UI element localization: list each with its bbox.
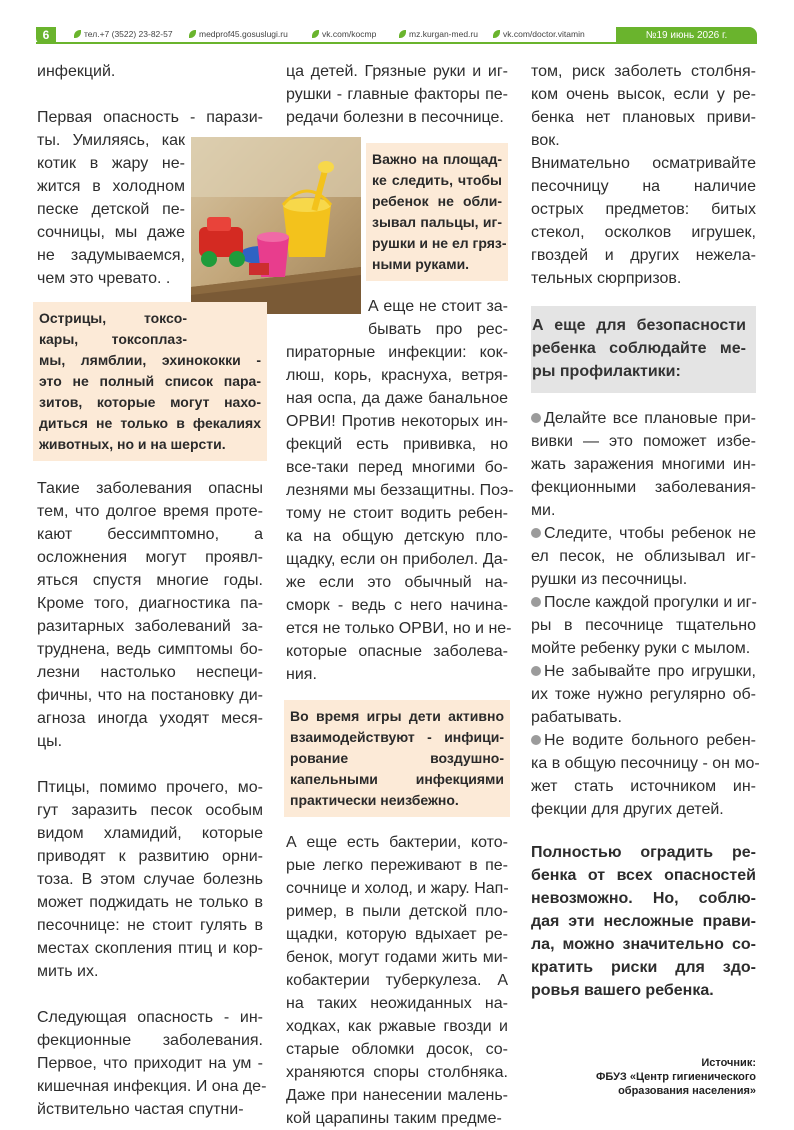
bullet-toys: Не забывайте про игрушки, их тоже нужно регулярно об- рабатывать. xyxy=(531,663,756,726)
header-link-vk-doctor[interactable]: vk.com/doctor.vitamin xyxy=(493,29,585,39)
bullet-wash-hands: После каждой прогулки и иг- ры в песочнице тщательно мойте ребенку руки с мылом. xyxy=(531,594,757,657)
leaf-icon xyxy=(493,30,500,38)
paragraph-dirty-hands: ца детей. Грязные руки и иг- рушки - главные факторы пе- редачи болезни в песочнице. xyxy=(286,63,508,126)
issue-badge: №19 июнь 2026 г. xyxy=(616,27,757,44)
column-2 xyxy=(286,60,514,1130)
bullet-icon xyxy=(531,413,541,423)
callout-playground: Важно на площад- ке следить, чтобы ребенок не обли- зывал пальцы, иг- рушки и не ел гряз- ными руками. xyxy=(366,143,508,281)
paragraph-birds: Птицы, помимо прочего, мо- гут заразить песок особым видом хламидий, которые приводят к развитию орни- тоза. В этом случае болезнь может поджидать не только в песочнице: не стоит гулять в местах скопления птиц и кор- мить их. xyxy=(37,779,263,980)
column-3 xyxy=(531,60,760,1002)
paragraph-parasites: Первая опасность - парази- ты. Умиляясь, как котик в жару не- жится в холодном песке детской пе- сочницы, мы даже не задумываемся, чем это чревато. . xyxy=(37,109,263,287)
bullet-icon xyxy=(531,528,541,538)
callout-airborne: Во время игры дети активно взаимодействуют - инфици- рование воздушно- капельными инфекциями практически неизбежно. xyxy=(284,700,510,817)
page-number: 6 xyxy=(36,27,56,44)
source-label: Источник: xyxy=(701,1057,756,1069)
bullet-icon xyxy=(531,735,541,745)
bullet-icon xyxy=(531,597,541,607)
prevention-heading-box: А еще для безопасности ребенка соблюдайте ме- ры профилактики: xyxy=(531,306,756,393)
leaf-icon xyxy=(312,30,319,38)
paragraph-infections: Следующая опасность - ин- фекционные заболевания. Первое, что приходит на ум - кишечная инфекция. И она де- йствительно частая спутни- xyxy=(37,1009,267,1118)
callout-parasites: Острицы, токсо- кары, токсоплаз- мы, лямблии, эхинококки - это не полный список пара- зитов, которые могут нахо- диться не только в фекалиях животных, но и на шерсти. xyxy=(33,302,267,461)
bullet-sick-child: Не водите больного ребен- ка в общую песочницу - он мо- жет стать источником ин- фекции для других детей. xyxy=(531,732,760,818)
intro-text: инфекций. xyxy=(37,63,116,80)
leaf-icon xyxy=(399,30,406,38)
bullet-no-sand: Следите, чтобы ребенок не ел песок, не облизывал иг- рушки из песочницы. xyxy=(531,525,756,588)
bullet-vaccinate: Делайте все плановые при- вивки — это поможет избе- жать заражения многими ин- фекционными заболевания- ми. xyxy=(531,410,756,519)
paragraph-inspect: Внимательно осматривайте песочницу на наличие острых предметов: битых стекол, осколков игрушек, гвоздей и других нежела- тельных сюрпризов. xyxy=(531,155,756,287)
paragraph-respiratory: А еще не стоит за- бывать про рес- пираторные инфекции: кок- люш, корь, краснуха, ветря- ная оспа, да даже банальное ОРВИ! Против некоторых ин- фекций есть прививка, но все-таки перед многими бо- лезнями мы беззащитны. Поэ- тому не стоит водить ребен- ка на общую детскую пло- щадку, если он приболел. Да- же если это обычный на- сморк - ведь с него начина- ется не только ОРВИ, но и не- которые опасные заболева- ния. xyxy=(286,298,514,683)
header-link-gosuslugi[interactable]: medprof45.gosuslugi.ru xyxy=(189,29,288,39)
header-phone: тел.+7 (3522) 23-82-57 xyxy=(74,29,173,39)
leaf-icon xyxy=(74,30,81,38)
source-organization: ФБУЗ «Центр гигиенического образования населения» xyxy=(596,1071,756,1097)
header-link-vk-kocmp[interactable]: vk.com/kocmp xyxy=(312,29,376,39)
conclusion-text: Полностью оградить ре- бенка от всех опасностей невозможно. Но, соблю- дая эти несложные прави- ла, можно значительно со- кратить риски для здо- ровья вашего ребенка. xyxy=(531,844,756,999)
bullet-icon xyxy=(531,666,541,676)
paragraph-symptoms: Такие заболевания опасны тем, что долгое время проте- кают бессимптомно, а осложнения могут проявл- яться спустя многие годы. Кроме того, диагностика па- разитарных заболеваний за- труднена, ведь симптомы бо- лезни настолько неспеци- фичны, что на постановку ди- агноза иногда уходят меся- цы. xyxy=(37,480,263,750)
column-1 xyxy=(37,60,267,1121)
source-credit xyxy=(560,1056,756,1098)
paragraph-bacteria: А еще есть бактерии, кото- рые легко переживают в пе- сочнице и холод, и жару. Нап- ример, в пыли детской пло- щадки, которую вдыхает ре- бенок, могут годами жить ми- кобактерии туберкулеза. А на таких неожиданных на- ходках, как ржавые гвозди и старые обломки досок, со- храняются споры столбняка. Даже при нанесении малень- кой царапины таким предме- xyxy=(286,834,509,1127)
leaf-icon xyxy=(189,30,196,38)
paragraph-tetanus: том, риск заболеть столбня- ком очень высок, если у ре- бенка нет плановых приви- вок. xyxy=(531,63,756,149)
header-link-kurgan-med[interactable]: mz.kurgan-med.ru xyxy=(399,29,478,39)
